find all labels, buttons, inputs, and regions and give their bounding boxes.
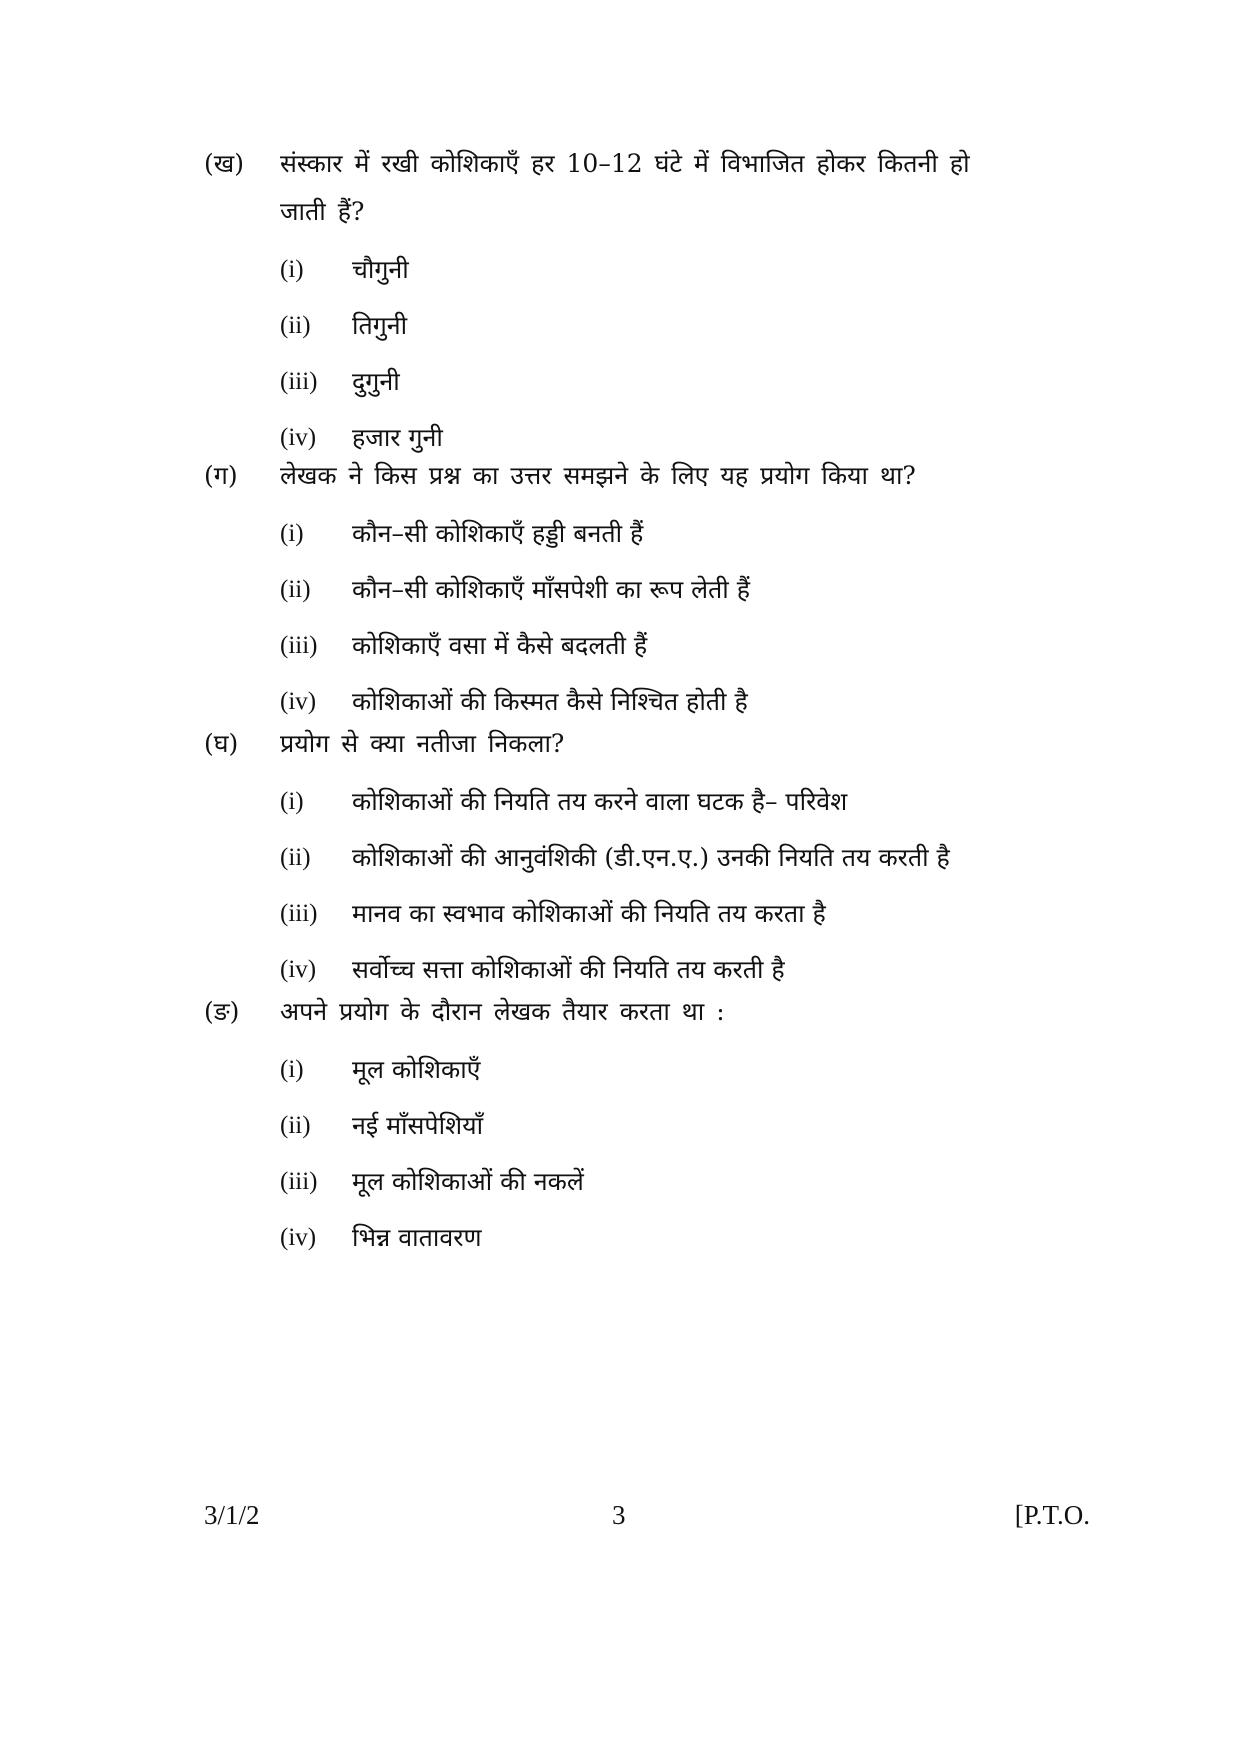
option-text: कौन–सी कोशिकाएँ माँसपेशी का रूप लेती हैं bbox=[352, 575, 751, 604]
option-item bbox=[204, 1210, 1024, 1266]
question-text: अपने प्रयोग के दौरान लेखक तैयार करता था : bbox=[280, 997, 725, 1026]
question-ga bbox=[204, 452, 1024, 730]
option-text: सर्वोच्च सत्ता कोशिकाओं की नियति तय करती है bbox=[352, 955, 785, 984]
page-footer bbox=[0, 1500, 1240, 1540]
option-text: भिन्न वातावरण bbox=[352, 1223, 482, 1252]
question-kha bbox=[204, 140, 1024, 466]
option-text: मानव का स्वभाव कोशिकाओं की नियति तय करता है bbox=[352, 899, 826, 928]
option-list bbox=[204, 774, 1024, 998]
option-label: (iv) bbox=[280, 956, 317, 983]
option-label: (ii) bbox=[280, 844, 311, 871]
option-item bbox=[204, 1042, 1024, 1098]
option-item bbox=[204, 354, 1024, 410]
option-list bbox=[204, 1042, 1024, 1266]
page-number: 3 bbox=[612, 1500, 626, 1530]
option-list bbox=[204, 242, 1024, 466]
question-label: (ख) bbox=[204, 149, 244, 178]
option-text: कोशिकाएँ वसा में कैसे बदलती हैं bbox=[352, 631, 648, 660]
option-text: कोशिकाओं की आनुवंशिकी (डी.एन.ए.) उनकी नियति तय करती है bbox=[352, 843, 950, 872]
option-item bbox=[204, 830, 1024, 886]
option-item bbox=[204, 506, 1024, 562]
question-gha bbox=[204, 720, 1024, 998]
option-item bbox=[204, 1154, 1024, 1210]
option-label: (i) bbox=[280, 256, 304, 283]
option-text: मूल कोशिकाओं की नकलें bbox=[352, 1167, 584, 1196]
option-label: (iii) bbox=[280, 900, 318, 927]
option-item bbox=[204, 298, 1024, 354]
option-text: चौगुनी bbox=[352, 255, 409, 284]
option-item bbox=[204, 774, 1024, 830]
option-item bbox=[204, 886, 1024, 942]
option-item bbox=[204, 562, 1024, 618]
option-label: (iv) bbox=[280, 1224, 317, 1251]
option-text: मूल कोशिकाएँ bbox=[352, 1055, 481, 1084]
option-label: (iii) bbox=[280, 368, 318, 395]
question-header bbox=[204, 988, 1024, 1036]
question-label: (घ) bbox=[204, 729, 239, 758]
option-label: (i) bbox=[280, 520, 304, 547]
option-text: कोशिकाओं की नियति तय करने वाला घटक है– परिवेश bbox=[352, 787, 848, 816]
option-text: तिगुनी bbox=[352, 311, 408, 340]
option-text: नई माँसपेशियाँ bbox=[352, 1111, 484, 1140]
option-item bbox=[204, 1098, 1024, 1154]
option-label: (ii) bbox=[280, 1112, 311, 1139]
option-label: (i) bbox=[280, 788, 304, 815]
option-label: (iv) bbox=[280, 424, 317, 451]
pto-marker: [P.T.O. bbox=[1014, 1500, 1090, 1530]
option-label: (ii) bbox=[280, 312, 311, 339]
option-text: दुगुनी bbox=[352, 367, 400, 396]
question-label: (ङ) bbox=[204, 997, 240, 1026]
question-text: संस्कार में रखी कोशिकाएँ हर 10–12 घंटे में विभाजित होकर कितनी हो जाती हैं? bbox=[280, 149, 970, 226]
question-text: प्रयोग से क्या नतीजा निकला? bbox=[280, 729, 565, 758]
option-label: (iii) bbox=[280, 632, 318, 659]
option-item bbox=[204, 242, 1024, 298]
option-label: (iii) bbox=[280, 1168, 318, 1195]
question-header bbox=[204, 452, 1024, 500]
option-text: हजार गुनी bbox=[352, 423, 443, 452]
option-label: (i) bbox=[280, 1056, 304, 1083]
option-text: कौन–सी कोशिकाएँ हड्डी बनती हैं bbox=[352, 519, 644, 548]
paper-code: 3/1/2 bbox=[204, 1500, 260, 1530]
question-text: लेखक ने किस प्रश्न का उत्तर समझने के लिए यह प्रयोग किया था? bbox=[280, 461, 916, 490]
option-label: (iv) bbox=[280, 688, 317, 715]
option-item bbox=[204, 618, 1024, 674]
question-label: (ग) bbox=[204, 461, 238, 490]
question-header bbox=[204, 720, 1024, 768]
option-label: (ii) bbox=[280, 576, 311, 603]
option-list bbox=[204, 506, 1024, 730]
question-header bbox=[204, 140, 1024, 236]
question-nga bbox=[204, 988, 1024, 1266]
option-text: कोशिकाओं की किस्मत कैसे निश्चित होती है bbox=[352, 687, 748, 716]
